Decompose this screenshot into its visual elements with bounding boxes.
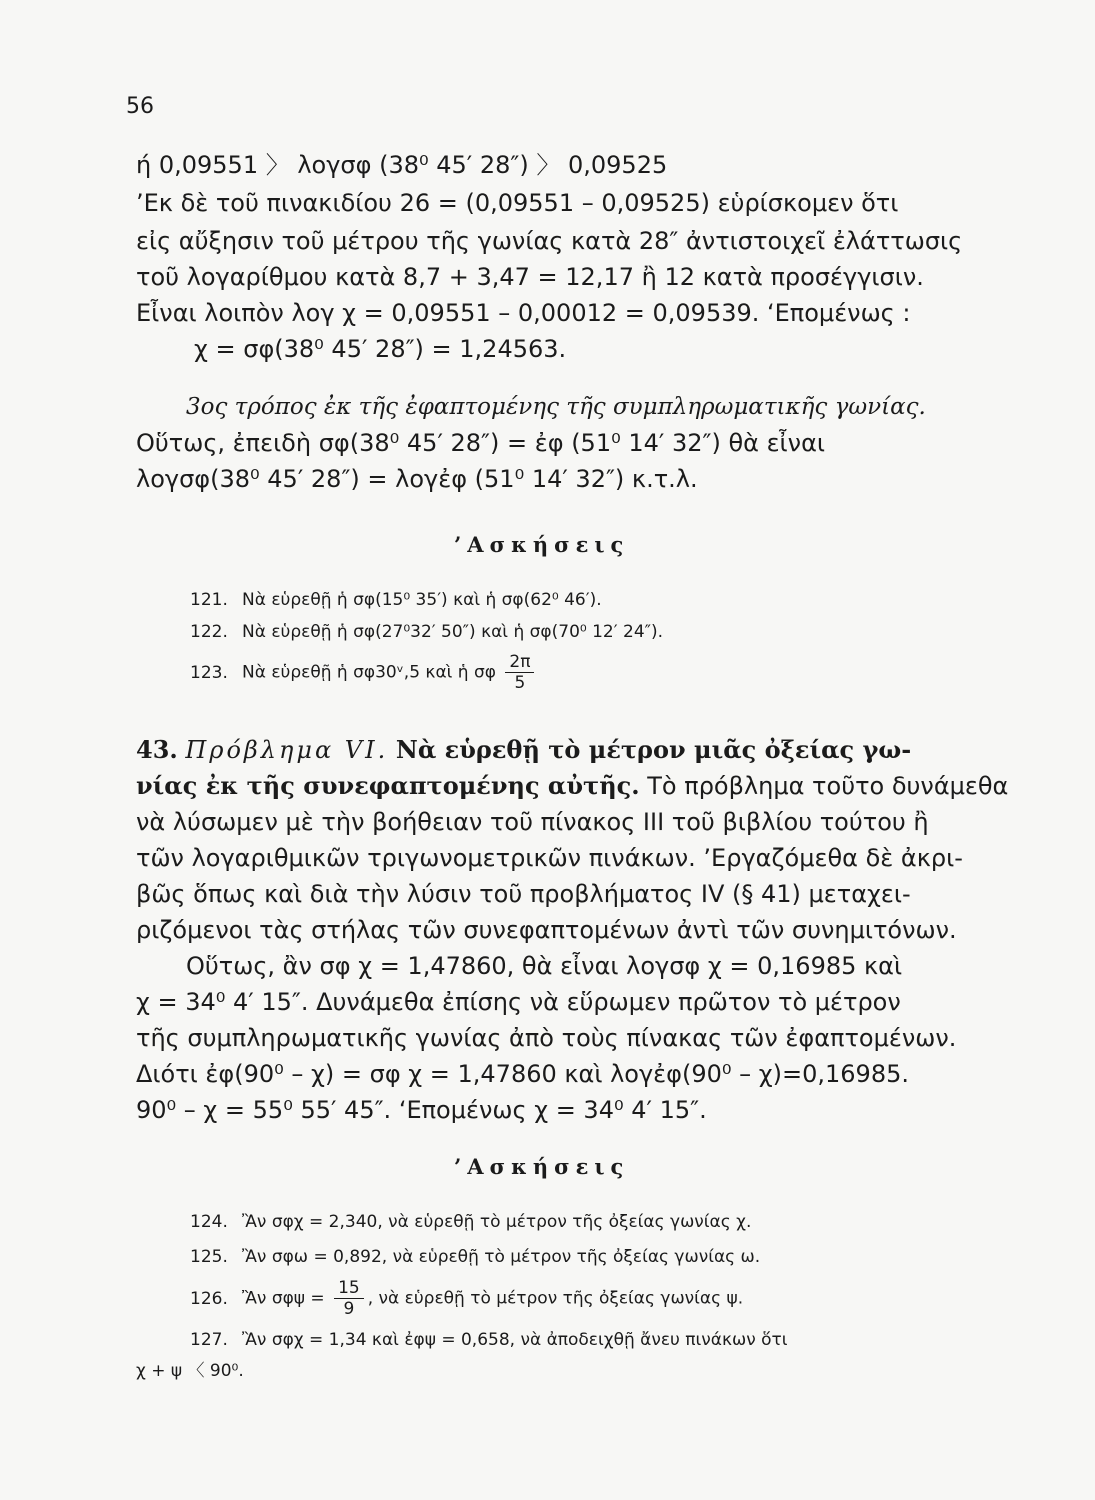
fraction-numerator: 15	[334, 1278, 364, 1299]
fraction-denominator: 9	[343, 1299, 355, 1319]
exercise-item	[190, 1207, 751, 1237]
exercises-heading: ’Ασκήσεις	[454, 1154, 630, 1179]
text-line: ριζόμενοι τὰς στήλας τῶν συνεφαπτομένων ἀντὶ τῶν συνημιτόνων.	[136, 916, 957, 944]
exercise-item	[190, 585, 602, 615]
exercise-text-cont: , νὰ εὑρεθῇ τὸ μέτρον τῆς ὀξείας γωνίας ψ.	[367, 1288, 744, 1309]
text-line: 90⁰ – χ = 55⁰ 55′ 45″. ‘Επομένως χ = 34⁰ 4′ 15″.	[136, 1096, 707, 1124]
text-line: Διότι ἐφ(90⁰ – χ) = σφ χ = 1,47860 καὶ λογἐφ(90⁰ – χ)=0,16985.	[136, 1060, 909, 1088]
text-line: τῆς συμπληρωματικῆς γωνίας ἀπὸ τοὺς πίνακας τῶν ἐφαπτομένων.	[136, 1024, 957, 1052]
text-line: Οὕτως, ἐπειδὴ σφ(38⁰ 45′ 28″) = ἐφ (51⁰ 14′ 32″) θὰ εἶναι	[136, 429, 826, 457]
problem-title-cont: νίας ἐκ τῆς συνεφαπτομένης αὐτῆς.	[136, 771, 640, 800]
exercise-number: 126.	[190, 1288, 228, 1309]
text-line: νὰ λύσωμεν μὲ τὴν βοήθειαν τοῦ πίνακος ΙΙΙ τοῦ βιβλίου τούτου ἢ	[136, 808, 929, 836]
exercise-text: Ἂν σφχ = 1,34 καὶ ἐφψ = 0,658, νὰ ἀποδειχθῇ ἄνευ πινάκων ὅτι	[242, 1330, 788, 1350]
exercise-number: 123.	[190, 662, 228, 683]
method-title: 3ος τρόπος ἐκ τῆς ἐφαπτομένης τῆς συμπληρωματικῆς γωνίας.	[186, 394, 926, 420]
fraction	[505, 652, 534, 693]
exercise-item-cont: χ + ψ 〈 90⁰.	[136, 1361, 244, 1381]
problem-text: Τὸ πρόβλημα τοῦτο δυνάμεθα	[647, 772, 1009, 800]
exercise-text: Νὰ εὑρεθῇ ἡ σφ30ᵛ,5 καὶ ἡ σφ	[242, 662, 496, 683]
exercise-number: 127.	[190, 1330, 228, 1350]
exercises-heading: ’Ασκήσεις	[454, 532, 630, 557]
text-line	[136, 771, 1008, 801]
exercise-item	[190, 1325, 788, 1355]
text-line: βῶς ὅπως καὶ διὰ τὴν λύσιν τοῦ προβλήματος ΙV (§ 41) μεταχει-	[136, 880, 911, 908]
exercise-text: Νὰ εὑρεθῇ ἡ σφ(27⁰32′ 50″) καὶ ἡ σφ(70⁰ 12′ 24″).	[242, 622, 664, 642]
problem-heading-line	[136, 735, 911, 765]
problem-number: 43.	[136, 735, 178, 764]
exercise-text: Νὰ εὑρεθῇ ἡ σφ(15⁰ 35′) καὶ ἡ σφ(62⁰ 46′).	[242, 590, 602, 610]
exercise-item	[190, 1242, 760, 1272]
exercise-text: Ἂν σφψ =	[242, 1288, 325, 1309]
exercise-item	[190, 1278, 743, 1319]
problem-title: Νὰ εὑρεθῇ τὸ μέτρον μιᾶς ὀξείας γω-	[395, 735, 912, 764]
exercise-number: 122.	[190, 622, 228, 642]
exercise-text: Ἂν σφω = 0,892, νὰ εὑρεθῇ τὸ μέτρον τῆς ὀξείας γωνίας ω.	[242, 1247, 761, 1267]
fraction-numerator: 2π	[505, 652, 534, 673]
text-line: λογσφ(38⁰ 45′ 28″) = λογἐφ (51⁰ 14′ 32″) κ.τ.λ.	[136, 465, 698, 493]
exercise-number: 121.	[190, 590, 228, 610]
text-line: ’Εκ δὲ τοῦ πινακιδίου 26 = (0,09551 – 0,09525) εὑρίσκομεν ὅτι	[136, 189, 899, 217]
problem-label: Πρόβλημα VI.	[185, 736, 389, 764]
fraction	[334, 1278, 364, 1319]
text-line: ή 0,09551 〉 λογσφ (38⁰ 45′ 28″) 〉 0,09525	[136, 151, 668, 179]
text-line: Εἶναι λοιπὸν λογ χ = 0,09551 – 0,00012 = 0,09539. ‘Επομένως :	[136, 299, 911, 327]
exercise-item	[190, 652, 538, 693]
exercise-number: 124.	[190, 1212, 228, 1232]
text-line: Οὕτως, ἂν σφ χ = 1,47860, θὰ εἶναι λογσφ χ = 0,16985 καὶ	[186, 952, 903, 980]
exercise-item	[190, 617, 663, 647]
exercise-number: 125.	[190, 1247, 228, 1267]
exercise-text: Ἂν σφχ = 2,340, νὰ εὑρεθῇ τὸ μέτρον τῆς ὀξείας γωνίας χ.	[242, 1212, 752, 1232]
text-line: τῶν λογαριθμικῶν τριγωνομετρικῶν πινάκων. ’Εργαζόμεθα δὲ ἀκρι-	[136, 844, 963, 872]
result-line: χ = σφ(38⁰ 45′ 28″) = 1,24563.	[194, 335, 567, 363]
page-number: 56	[126, 94, 154, 119]
text-line: χ = 34⁰ 4′ 15″. Δυνάμεθα ἐπίσης νὰ εὕρωμεν πρῶτον τὸ μέτρον	[136, 988, 901, 1016]
text-line: εἰς αὔξησιν τοῦ μέτρου τῆς γωνίας κατὰ 28″ ἀντιστοιχεῖ ἐλάττωσις	[136, 227, 963, 255]
text-line: τοῦ λογαρίθμου κατὰ 8,7 + 3,47 = 12,17 ἢ 12 κατὰ προσέγγισιν.	[136, 263, 924, 291]
fraction-denominator: 5	[514, 673, 526, 693]
